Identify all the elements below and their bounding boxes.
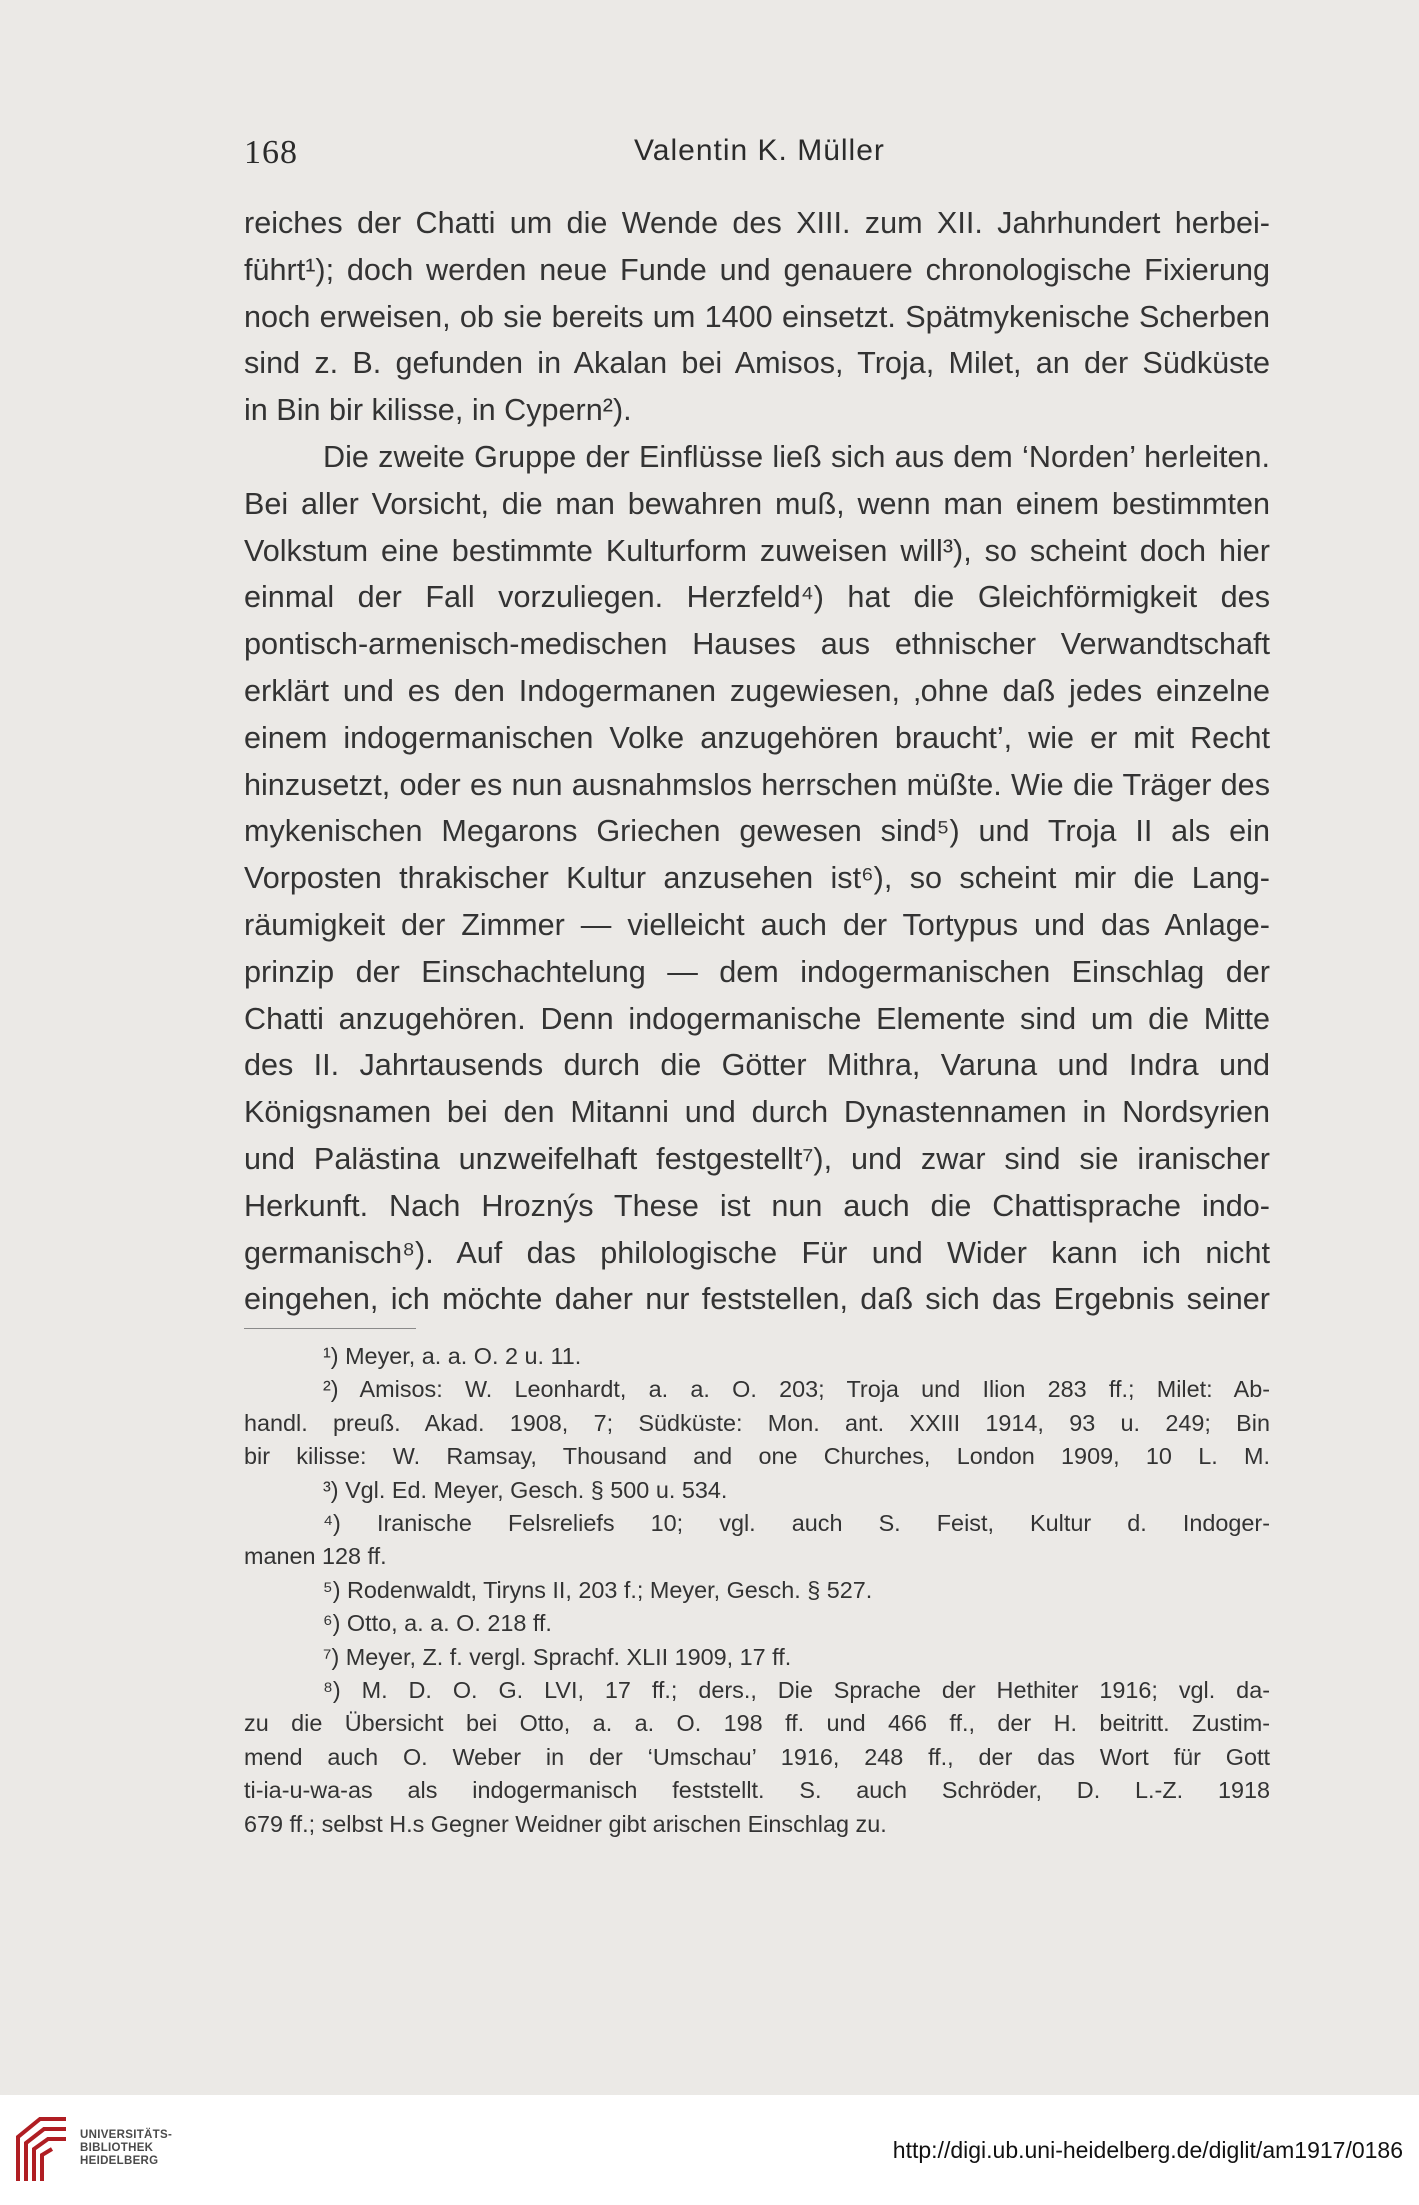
body-line: germanisch⁸). Auf das philologische Für und Wider kann ich nicht bbox=[244, 1235, 1270, 1270]
body-line: Volkstum eine bestimmte Kulturform zuweisen will³), so scheint doch hier bbox=[244, 533, 1270, 568]
body-line: noch erweisen, ob sie bereits um 1400 einsetzt. Spätmykenische Scherben bbox=[244, 299, 1270, 334]
body-line: reiches der Chatti um die Wende des XIII. zum XII. Jahrhundert herbei- bbox=[244, 206, 1270, 240]
source-url-link[interactable]: http://digi.ub.uni-heidelberg.de/diglit/am1917/0186 bbox=[892, 2137, 1403, 2163]
body-line: erklärt und es den Indogermanen zugewiesen, ‚ohne daß jedes einzelne bbox=[244, 673, 1270, 708]
library-logo-icon bbox=[14, 2115, 70, 2185]
page-number: 168 bbox=[244, 134, 298, 171]
body-line: pontisch-armenisch-medischen Hauses aus ethnischer Verwandtschaft bbox=[244, 627, 1270, 662]
footnote-line: ¹) Meyer, a. a. O. 2 u. 11. bbox=[323, 1343, 582, 1369]
footnote-line: bir kilisse: W. Ramsay, Thousand and one Churches, London 1909, 10 L. M. bbox=[244, 1443, 1270, 1470]
body-line: Königsnamen bei den Mitanni und durch Dynastennamen in Nordsyrien bbox=[244, 1095, 1270, 1130]
viewer-footer bbox=[0, 2095, 1419, 2205]
footnote-line: 679 ff.; selbst H.s Gegner Weidner gibt arischen Einschlag zu. bbox=[244, 1810, 887, 1837]
body-line: Vorposten thrakischer Kultur anzusehen ist⁶), so scheint mir die Lang- bbox=[244, 861, 1270, 896]
footnote-line: mend auch O. Weber in der ‘Umschau’ 1916, 248 ff., der das Wort für Gott bbox=[244, 1743, 1270, 1770]
body-line: führt¹); doch werden neue Funde und genauere chronologische Fixierung bbox=[244, 252, 1270, 287]
footnote-line: handl. preuß. Akad. 1908, 7; Südküste: Mon. ant. XXIII 1914, 93 u. 249; Bin bbox=[244, 1409, 1270, 1436]
page-header bbox=[244, 134, 1270, 180]
footnote-line: ⁷) Meyer, Z. f. vergl. Sprachf. XLII 1909, 17 ff. bbox=[323, 1643, 792, 1670]
footnotes bbox=[244, 1340, 1270, 1841]
body-line: einem indogermanischen Volke anzugehören braucht’, wie er mit Recht bbox=[244, 720, 1270, 755]
library-name-line: BIBLIOTHEK bbox=[80, 2142, 154, 2154]
footnote-line: manen 128 ff. bbox=[244, 1543, 387, 1570]
body-line: Die zweite Gruppe der Einflüsse ließ sich aus dem ‘Norden’ herleiten. bbox=[323, 439, 1270, 474]
footnote-line: zu die Übersicht bei Otto, a. a. O. 198 ff. und 466 ff., der H. beitritt. Zustim- bbox=[244, 1710, 1270, 1737]
running-head: Valentin K. Müller bbox=[634, 134, 885, 167]
footnote-line: ⁶) Otto, a. a. O. 218 ff. bbox=[323, 1610, 552, 1637]
footnote-line: ²) Amisos: W. Leonhardt, a. a. O. 203; Troja und Ilion 283 ff.; Milet: Ab- bbox=[323, 1376, 1270, 1403]
body-line: Bei aller Vorsicht, die man bewahren muß, wenn man einem bestimmten bbox=[244, 486, 1270, 521]
body-line: eingehen, ich möchte daher nur feststellen, daß sich das Ergebnis seiner bbox=[244, 1282, 1270, 1317]
body-line: einmal der Fall vorzuliegen. Herzfeld⁴) hat die Gleichförmigkeit des bbox=[244, 580, 1270, 615]
footnote-line: ⁸) M. D. O. G. LVI, 17 ff.; ders., Die Sprache der Hethiter 1916; vgl. da- bbox=[323, 1677, 1270, 1704]
body-line: räumigkeit der Zimmer — vielleicht auch der Tortypus und das Anlage- bbox=[244, 907, 1270, 942]
library-name bbox=[80, 2129, 172, 2168]
body-line: prinzip der Einschachtelung — dem indogermanischen Einschlag der bbox=[244, 954, 1270, 989]
body-line: in Bin bir kilisse, in Cypern²). bbox=[244, 393, 632, 428]
body-text bbox=[244, 200, 1270, 1323]
footnote-divider bbox=[244, 1328, 416, 1329]
footnote-line: ti-ia-u-wa-as als indogermanisch feststellt. S. auch Schröder, D. L.-Z. 1918 bbox=[244, 1777, 1270, 1804]
body-line: Herkunft. Nach Hroznýs These ist nun auch die Chattisprache indo- bbox=[244, 1188, 1270, 1223]
logo-strokes bbox=[18, 2119, 66, 2181]
body-line: sind z. B. gefunden in Akalan bei Amisos, Troja, Milet, an der Südküste bbox=[244, 346, 1270, 381]
footnote-line: ⁵) Rodenwaldt, Tiryns II, 203 f.; Meyer, Gesch. § 527. bbox=[323, 1576, 873, 1603]
footnote-line: ³) Vgl. Ed. Meyer, Gesch. § 500 u. 534. bbox=[323, 1476, 728, 1503]
body-line: des II. Jahrtausends durch die Götter Mithra, Varuna und Indra und bbox=[244, 1048, 1270, 1083]
library-name-line: HEIDELBERG bbox=[80, 2155, 159, 2167]
body-line: mykenischen Megarons Griechen gewesen sind⁵) und Troja II als ein bbox=[244, 814, 1270, 849]
body-line: Chatti anzugehören. Denn indogermanische Elemente sind um die Mitte bbox=[244, 1001, 1270, 1036]
body-line: hinzusetzt, oder es nun ausnahmslos herrschen müßte. Wie die Träger des bbox=[244, 767, 1270, 802]
library-name-line: UNIVERSITÄTS- bbox=[80, 2129, 173, 2141]
footnote-line: ⁴) Iranische Felsreliefs 10; vgl. auch S. Feist, Kultur d. Indoger- bbox=[323, 1510, 1270, 1537]
body-line: und Palästina unzweifelhaft festgestellt⁷), und zwar sind sie iranischer bbox=[244, 1141, 1270, 1176]
